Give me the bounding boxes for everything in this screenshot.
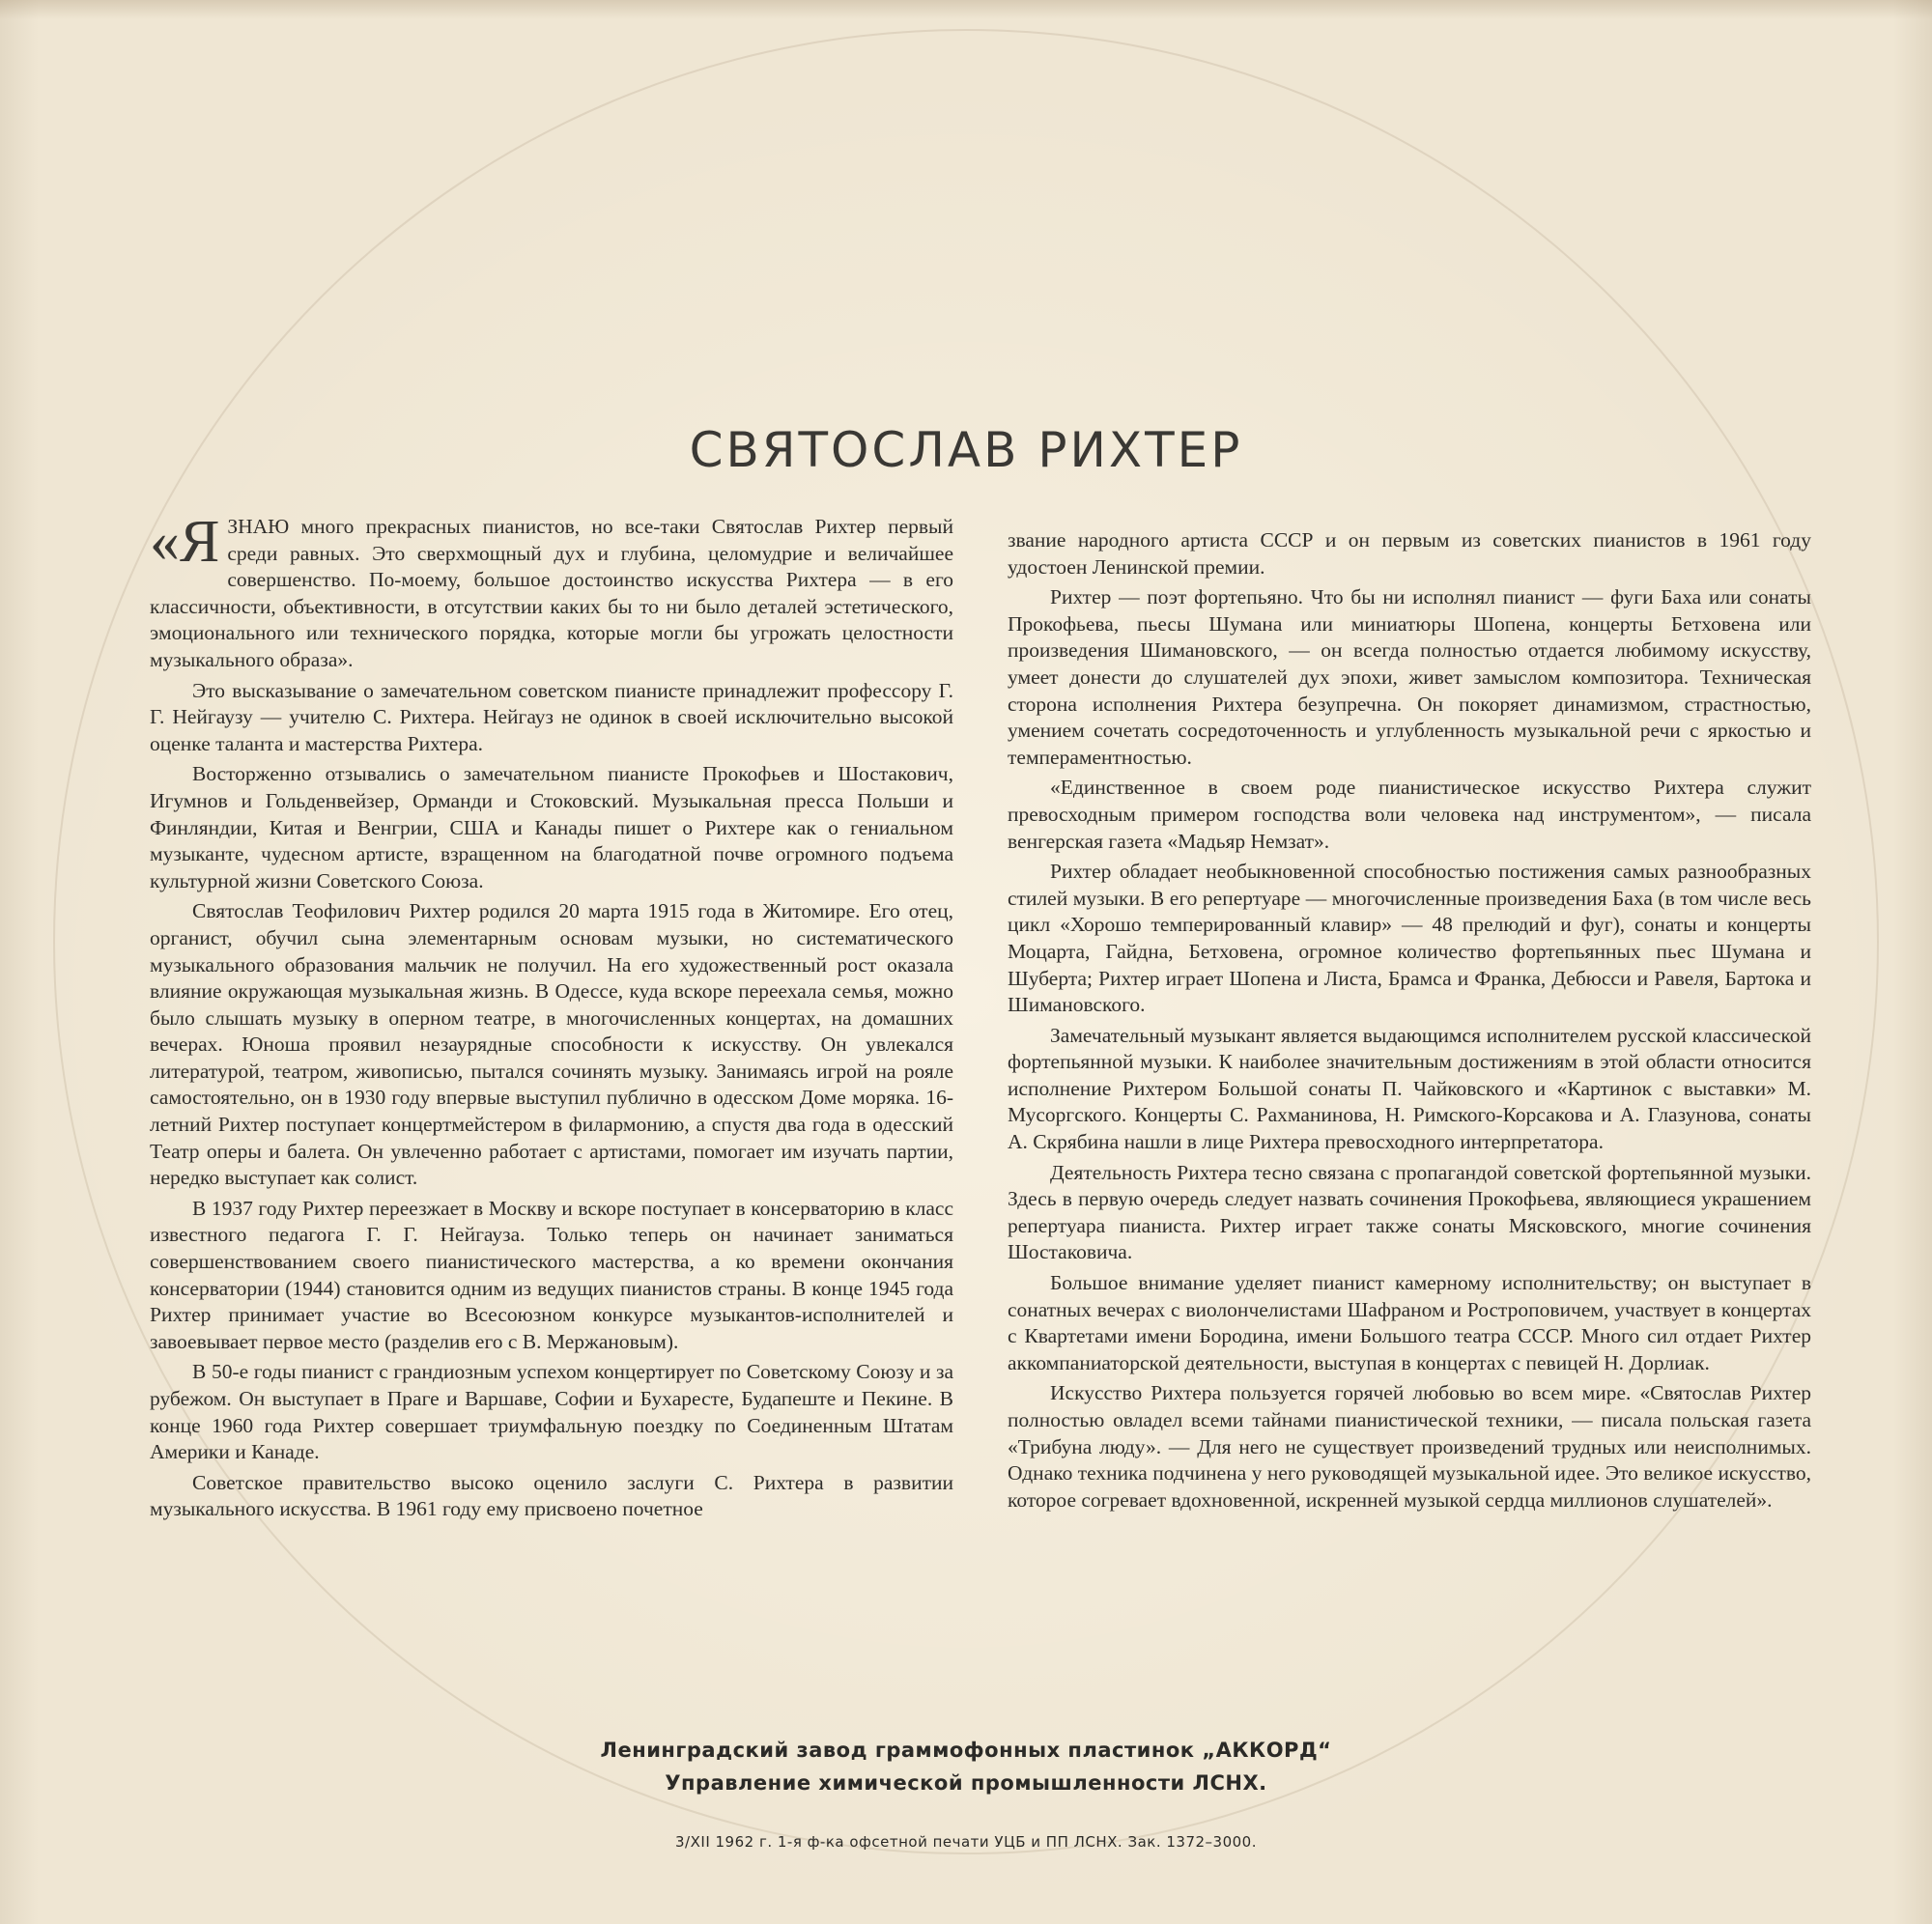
- paragraph: Советское правительство высоко оценило заслуги С. Рихтера в развитии музыкального искусства. В 1961 году ему присвоено почетное: [150, 1470, 953, 1521]
- page-title: СВЯТОСЛАВ РИХТЕР: [689, 422, 1243, 478]
- paragraph-text: ЗНАЮ много прекрасных пианистов, но все-таки Святослав Рихтер первый среди равных. Это сверхмощный дух и глубина, целомудрие и величайшее совершенство. По-моему, большое достоинство искусства Рихтера — в его классичности, объективности, в отсутствии каких бы то ни было деталей эстетического, эмоционального или технического порядка, которые могли бы угрожать целостности музыкального образа».: [150, 515, 953, 671]
- right-text-column: [1008, 527, 1811, 1517]
- left-text-column: [150, 509, 953, 1527]
- paragraph: Искусство Рихтера пользуется горячей любовью во всем мире. «Святослав Рихтер полностью овладел всеми тайнами пианистической техники, — писала польская газета «Трибуна люду». — Для него не существует произведений трудных или неисполнимых. Однако техника подчинена у него руководящей музыкальной идее. Это великое искусство, которое согревает вдохновенной, искренней музыкой сердца миллионов слушателей».: [1008, 1381, 1811, 1512]
- paragraph: Рихтер — поэт фортепьяно. Что бы ни исполнял пианист — фуги Баха или сонаты Прокофьева, пьесы Шумана или миниатюры Шопена, концерты Бетховена или произведения Шимановского, — он всегда полностью отдается любимому искусству, умеет донести до слушателей дух эпохи, живет замыслом композитора. Техническая сторона исполнения Рихтера безупречна. Он покоряет динамизмом, страстностью, умением сочетать сосредоточенность и углубленность музыкальной речи с яркостью и темпераментностью.: [1008, 585, 1811, 769]
- paragraph: Деятельность Рихтера тесно связана с пропагандой советской фортепьянной музыки. Здесь в первую очередь следует назвать сочинения Прокофьева, являющиеся украшением репертуара пианиста. Рихтер играет также сонаты Мясковского, многие сочинения Шостаковича.: [1008, 1160, 1811, 1264]
- paragraph: В 1937 году Рихтер переезжает в Москву и вскоре поступает в консерваторию в класс известного педагога Г. Г. Нейгауза. Только теперь он начинает заниматься совершенствованием своего пианистического мастерства, а ко времени окончания консерватории (1944) становится одним из ведущих пианистов страны. В конце 1945 года Рихтер принимает участие во Всесоюзном конкурсе музыкантов-исполнителей и завоевывает первое место (разделив его с В. Мержановым).: [150, 1196, 953, 1353]
- paragraph: Святослав Теофилович Рихтер родился 20 марта 1915 года в Житомире. Его отец, органист, обучил сына элементарным основам музыки, но систематического музыкального образования мальчик не получил. На его художественный рост оказала влияние окружающая музыкальная жизнь. В Одессе, куда вскоре переехала семья, можно было слышать музыку в оперном театре, в многочисленных концертах, на домашних вечерах. Юноша проявил незаурядные способности к искусству. Он увлекался литературой, театром, живописью, пытался сочинять музыку. Занимаясь игрой на рояле самостоятельно, он в 1930 году впервые выступил публично в одесском Доме моряка. 16-летний Рихтер поступает концертмейстером в филармонию, а спустя два года в одесский Театр оперы и балета. Он увлеченно работает с артистами, помогает им изучать партии, нередко выступает как солист.: [150, 899, 953, 1190]
- paragraph-continuation: звание народного артиста СССР и он первым из советских пианистов в 1961 году удостоен Ленинской премии.: [1008, 528, 1811, 579]
- publisher-line: Ленинградский завод граммофонных пластинок „АККОРД“: [600, 1739, 1332, 1762]
- dropcap: «Я: [150, 509, 220, 575]
- paragraph: «Единственное в своем роде пианистическое искусство Рихтера служит превосходным примером господства воли человека над инструментом», — писала венгерская газета «Мадьяр Немзат».: [1008, 776, 1811, 853]
- paragraph: [150, 509, 953, 674]
- print-imprint: 3/XII 1962 г. 1-я ф-ка офсетной печати УЦБ и ПП ЛСНХ. Зак. 1372–3000.: [675, 1833, 1257, 1851]
- paragraph: Замечательный музыкант является выдающимся исполнителем русской классической фортепьянной музыки. К наиболее значительным достижениям в этой области относится исполнение Рихтером Большой сонаты П. Чайковского и «Картинок с выставки» М. Мусоргского. Концерты С. Рахманинова, Н. Римского-Корсакова и А. Глазунова, сонаты А. Скрябина нашли в лице Рихтера превосходного интерпретатора.: [1008, 1023, 1811, 1154]
- publisher-line-2: Управление химической промышленности ЛСНХ.: [665, 1771, 1267, 1795]
- sleeve-top-edge: [0, 0, 1932, 19]
- paragraph: Рихтер обладает необыкновенной способностью постижения самых разнообразных стилей музыки. В его репертуаре — многочисленные произведения Баха (в том числе весь цикл «Хорошо темперированный клавир» — 48 прелюдий и фуг), сонаты и концерты Моцарта, Гайдна, Бетховена, огромное количество фортепьянных пьес Шумана и Шуберта; Рихтер играет Шопена и Листа, Брамса и Франка, Дебюсси и Равеля, Бартока и Шимановского.: [1008, 860, 1811, 1017]
- paragraph: В 50-е годы пианист с грандиозным успехом концертирует по Советскому Союзу и за рубежом. Он выступает в Праге и Варшаве, Софии и Бухаресте, Будапеште и Пекине. В конце 1960 года Рихтер совершает триумфальную поездку по Соединенным Штатам Америки и Канаде.: [150, 1360, 953, 1464]
- paragraph: Это высказывание о замечательном советском пианисте принадлежит профессору Г. Г. Нейгаузу — учителю С. Рихтера. Нейгауз не одинок в своей исключительно высокой оценке таланта и мастерства Рихтера.: [150, 678, 953, 755]
- paragraph: Большое внимание уделяет пианист камерному исполнительству; он выступает в сонатных вечерах с виолончелистами Шафраном и Ростроповичем, участвует в концертах с Квартетами имени Бородина, имени Большого театра СССР. Много сил отдает Рихтер аккомпаниаторской деятельности, выступая в концертах с певицей Н. Дорлиак.: [1008, 1271, 1811, 1374]
- paragraph: Восторженно отзывались о замечательном пианисте Прокофьев и Шостакович, Игумнов и Гольденвейзер, Орманди и Стоковский. Музыкальная пресса Польши и Финляндии, Китая и Венгрии, США и Канады пишет о Рихтере как о гениальном музыканте, чудесном артисте, взращенном на благодатной почве огромного подъема культурной жизни Советского Союза.: [150, 762, 953, 892]
